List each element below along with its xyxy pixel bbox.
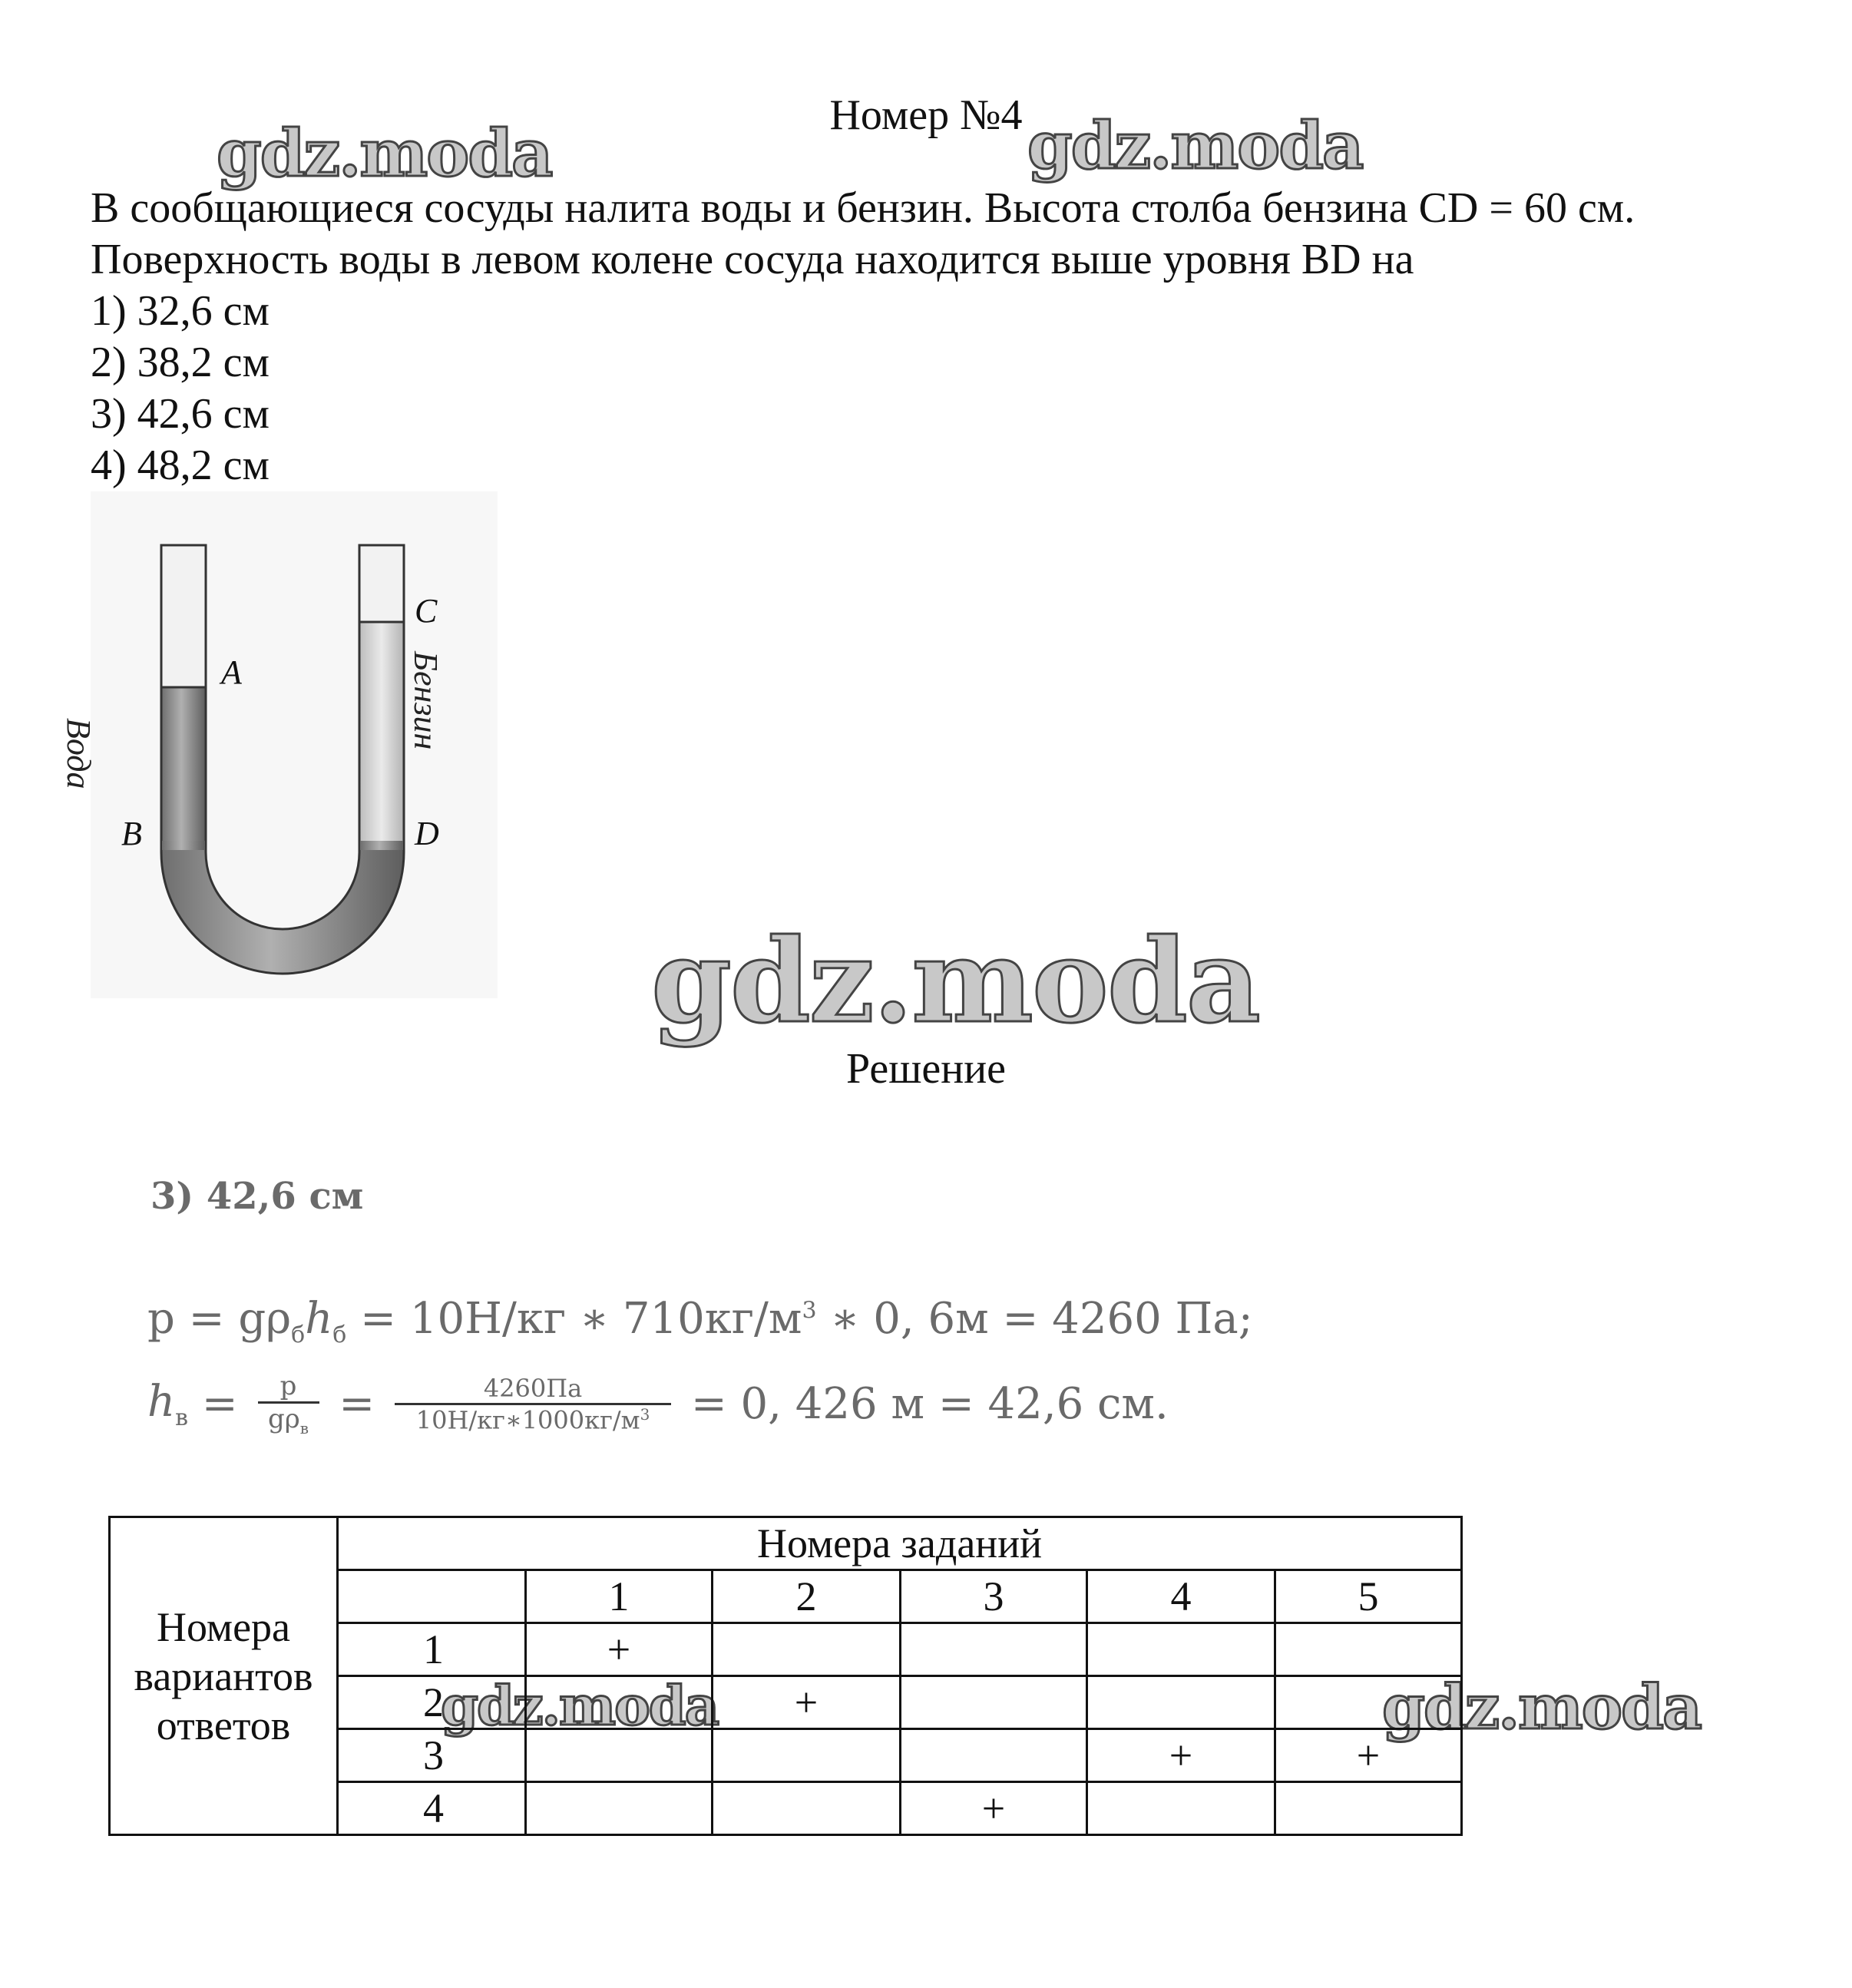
fraction2-den: 10Н/кг∗1000кг/м bbox=[415, 1405, 640, 1435]
formula-eq2: = bbox=[325, 1378, 389, 1429]
answer-table bbox=[108, 1516, 1463, 1836]
table-cell bbox=[901, 1623, 1087, 1676]
solution-heading: Решение bbox=[845, 1045, 1007, 1093]
page-title: Номер №4 bbox=[829, 91, 1023, 139]
formula-sub: б bbox=[291, 1321, 306, 1349]
point-b-label: B bbox=[121, 815, 142, 852]
label-benzine: Бензин bbox=[407, 651, 445, 750]
watermark: gdz.moda bbox=[217, 115, 552, 191]
table-cell bbox=[1275, 1782, 1462, 1835]
option-4: 4) 48,2 см bbox=[91, 442, 270, 489]
point-d-label: D bbox=[415, 815, 439, 852]
table-cell bbox=[713, 1782, 901, 1835]
table-cell bbox=[1087, 1623, 1275, 1676]
tasks-header: Номера заданий bbox=[338, 1517, 1462, 1570]
watermark: gdz.moda bbox=[1382, 1671, 1701, 1743]
variants-header-line: Номера bbox=[156, 1603, 291, 1650]
formula-tail2: = 0, 426 м = 42,6 см. bbox=[677, 1378, 1169, 1429]
table-cell bbox=[713, 1729, 901, 1782]
formula-height bbox=[147, 1371, 1169, 1437]
row-number: 3 bbox=[338, 1729, 526, 1782]
table-cell bbox=[1275, 1676, 1462, 1729]
formula-h2: h bbox=[147, 1376, 176, 1427]
fraction-den: gρ bbox=[267, 1404, 300, 1434]
problem-line-1: В сообщающиеся сосуды налита воды и бензин. Высота столба бензина CD = 60 см. bbox=[91, 184, 1635, 232]
fraction2-den-sup: 3 bbox=[640, 1404, 650, 1424]
table-cell bbox=[1275, 1623, 1462, 1676]
point-c-label: C bbox=[415, 592, 438, 630]
table-cell bbox=[526, 1676, 713, 1729]
watermark: gdz.moda bbox=[651, 914, 1260, 1049]
table-cell bbox=[713, 1623, 901, 1676]
option-1: 1) 32,6 см bbox=[91, 287, 270, 335]
table-cell bbox=[526, 1782, 713, 1835]
table-cell bbox=[1087, 1676, 1275, 1729]
label-water: Вода bbox=[60, 718, 98, 789]
column-header: 2 bbox=[713, 1570, 901, 1623]
table-cell bbox=[1087, 1782, 1275, 1835]
row-number: 1 bbox=[338, 1623, 526, 1676]
row-number: 4 bbox=[338, 1782, 526, 1835]
formula-sub2: б bbox=[332, 1321, 347, 1349]
watermark: gdz.moda bbox=[1027, 108, 1363, 184]
column-header: 4 bbox=[1087, 1570, 1275, 1623]
corner-cell bbox=[338, 1570, 526, 1623]
formula-h2-sub: в bbox=[175, 1404, 188, 1431]
formula-rest: = 10Н/кг ∗ 710кг/м bbox=[346, 1294, 802, 1344]
row-number: 2 bbox=[338, 1676, 526, 1729]
option-3: 3) 42,6 см bbox=[91, 390, 270, 438]
watermark: gdz.moda bbox=[441, 1674, 719, 1738]
table-cell: + bbox=[901, 1782, 1087, 1835]
formula-pressure bbox=[147, 1294, 1253, 1348]
problem-line-2: Поверхность воды в левом колене сосуда находится выше уровня BD на bbox=[91, 236, 1414, 283]
formula-sup: 3 bbox=[802, 1297, 817, 1325]
point-a-label: A bbox=[221, 653, 242, 691]
table-cell: + bbox=[1087, 1729, 1275, 1782]
table-cell bbox=[901, 1676, 1087, 1729]
option-2: 2) 38,2 см bbox=[91, 339, 270, 386]
formula-h: h bbox=[305, 1294, 333, 1344]
column-header: 5 bbox=[1275, 1570, 1462, 1623]
variants-header-cell bbox=[110, 1517, 338, 1835]
fraction-den-sub: в bbox=[299, 1418, 309, 1437]
table-cell: + bbox=[1275, 1729, 1462, 1782]
variants-header-line: вариантов bbox=[134, 1652, 313, 1699]
column-header: 1 bbox=[526, 1570, 713, 1623]
table-cell bbox=[901, 1729, 1087, 1782]
formula-tail: ∗ 0, 6м = 4260 Па; bbox=[816, 1294, 1253, 1344]
variants-header-line: ответов bbox=[156, 1702, 291, 1748]
solution-answer: 3) 42,6 см bbox=[150, 1175, 364, 1218]
table-cell: + bbox=[713, 1676, 901, 1729]
fraction-num: p bbox=[279, 1371, 297, 1401]
formula-eq: = bbox=[187, 1378, 252, 1429]
column-header: 3 bbox=[901, 1570, 1087, 1623]
table-cell bbox=[526, 1729, 713, 1782]
fraction2-num: 4260Па bbox=[483, 1373, 583, 1403]
formula-lhs: p = gρ bbox=[147, 1294, 292, 1344]
table-cell: + bbox=[526, 1623, 713, 1676]
